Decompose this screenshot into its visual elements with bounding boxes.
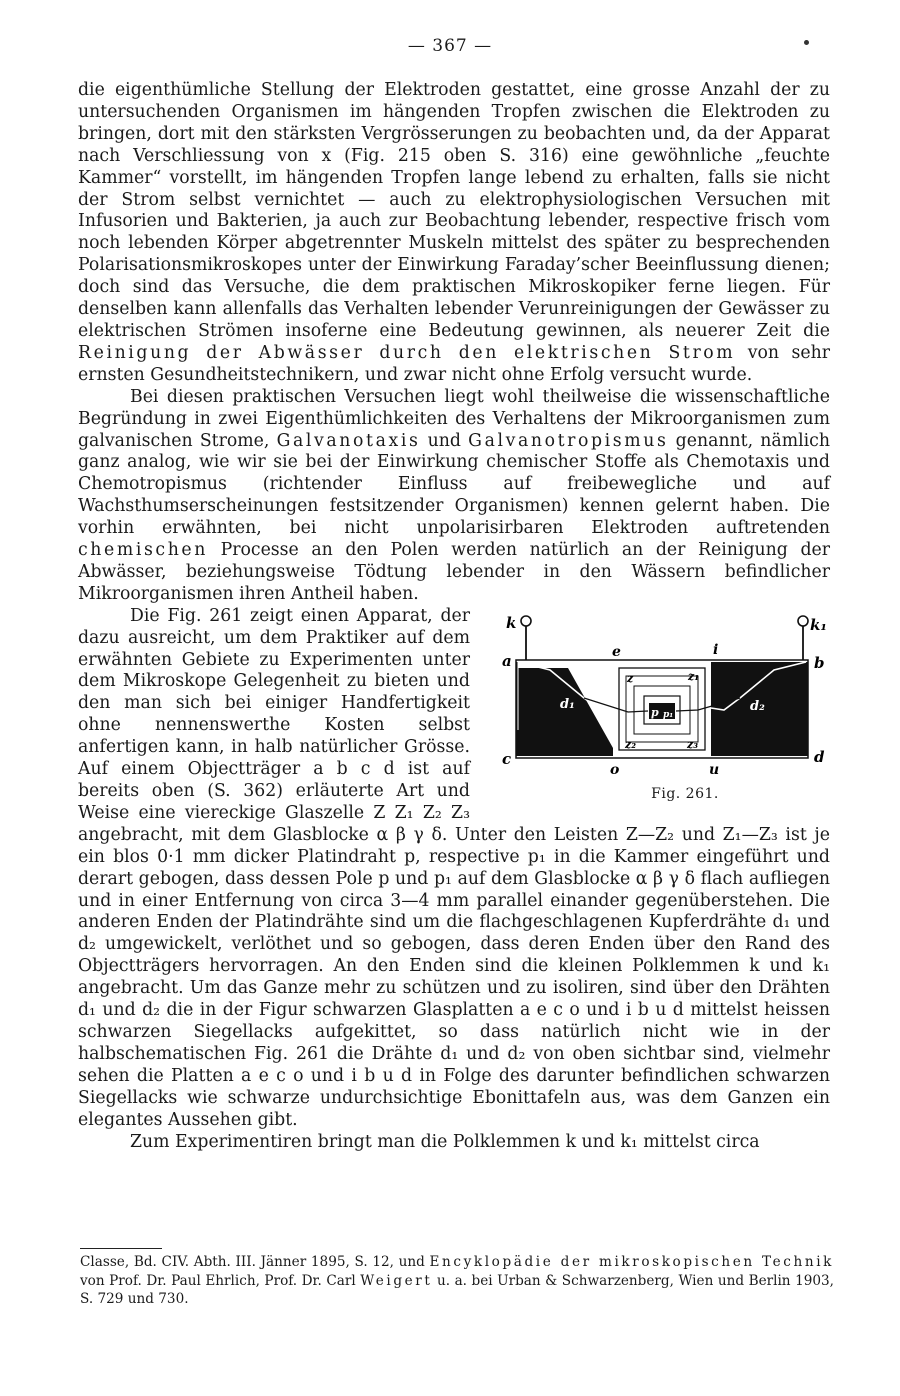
- paragraph-3: [78, 606, 830, 1132]
- paragraph-1-end: von sehr ernsten Gesundheitstechnikern, und zwar nicht ohne Erfolg versucht wurde.: [78, 342, 831, 385]
- figure-261: [488, 612, 830, 812]
- label-p: p: [651, 705, 659, 719]
- footnote-text-a: Classe, Bd. CIV. Abth. III. Jänner 1895, S. 12, und: [80, 1254, 425, 1270]
- paragraph-4-text: Zum Experimentiren bringt man die Polklemmen k und k₁ mittelst circa: [130, 1131, 760, 1152]
- paragraph-1: [78, 80, 830, 387]
- label-z: z: [627, 671, 634, 685]
- paragraph-2: [78, 387, 830, 606]
- label-z2: z₂: [625, 737, 637, 751]
- spaced-emphasis: Reinigung der Abwässer durch den elektrischen Strom: [78, 342, 736, 363]
- label-c: c: [502, 749, 512, 768]
- footnote-spaced-a: Encyklopädie der mikroskopischen Technik: [429, 1254, 834, 1270]
- page-number: — 367 —: [407, 36, 493, 56]
- apparatus-diagram: [488, 612, 830, 782]
- paragraph-3-text: Die Fig. 261 zeigt einen Apparat, der dazu ausreicht, um dem Praktiker auf dem erwähnten Gebiete zu Experimenten unter dem Mikroskope Gelegenheit zu bieten und den man sich bei einiger Handfertigkeit ohne nennenswerthe Kosten selbst anfertigen kann, in halb natürlicher Grösse. Auf einem Objectträger a b c d ist auf bereits oben (S. 362) erläuterte Art und Weise eine viereckige Glaszelle Z Z₁ Z₂ Z₃ angebracht, mit dem Glasblocke α β γ δ. Unter den Leisten Z—Z₂ und Z₁—Z₃ ist je ein blos 0·1 mm dicker Platindraht p, respective p₁ in die Kammer eingeführt und derart gebogen, dass dessen Pole p und p₁ auf dem Glasblocke α β γ δ flach aufliegen und in einer Entfernung von circa 3—4 mm parallel einander gegenüberstehen. Die anderen Enden der Platindrähte sind um die flachgeschlagenen Kupferdrähte d₁ und d₂ umgewickelt, verlöthet und so gebogen, dass deren Enden über den Rand des Objectträgers hervorragen. An den Enden sind die kleinen Polklemmen k und k₁ angebracht. Um das Ganze mehr zu schützen und zu isoliren, sind über den Drähten d₁ und d₂ die in der Figur schwarzen Glasplatten a e c o und i b u d mittelst heissen schwarzen Siegellacks aufgekittet, so dass natürlich nicht wie in der halbschematischen Fig. 261 die Drähte d₁ und d₂ von oben sichtbar sind, vielmehr sehen die Platten a e c o und i b u d in Folge des darunter befindlichen schwarzen Siegellacks wie schwarze undurchsichtige Ebonittafeln aus, was dem Ganzen ein elegantes Aussehen gibt.: [78, 605, 830, 1130]
- label-o: o: [610, 761, 620, 778]
- paragraph-1-text: die eigenthümliche Stellung der Elektroden gestattet, eine grosse Anzahl der zu untersuchenden Organismen im hängenden Tropfen zwischen die Elektroden zu bringen, dort mit den stärksten Vergrösserungen zu beobachten und, da der Apparat nach Verschliessung von x (Fig. 215 oben S. 316) eine gewöhnliche „feuchte Kammer“ vorstellt, im hängenden Tropfen lange lebend zu erhalten, falls sie nicht der Strom selbst vernichtet — auch zu elektrophysiologischen Versuchen mit Infusorien und Bakterien, ja auch zur Beobachtung lebender, respective frisch vom noch lebenden Körper abgetrennter Muskeln mittelst des später zu besprechenden Polarisationsmikroskopes unter der Einwirkung Faraday’scher Beeinflussung dienen; doch sind das Versuche, die dem praktischen Mikroskopiker ferne liegen. Für denselben kann allenfalls das Verhalten lebender Verunreinigungen der Gewässer zu elektrischen Strömen insoferne eine Bedeutung gewinnen, als neuerer Zeit die: [78, 80, 830, 341]
- body-text: [78, 80, 830, 1153]
- corner-mark: [804, 40, 809, 45]
- label-a: a: [502, 651, 512, 670]
- term-galvanotaxis: Galvanotaxis: [276, 430, 421, 451]
- label-p1: p₁: [663, 709, 674, 720]
- label-d: d: [814, 747, 825, 766]
- footnote-text-b: von Prof. Dr. Paul Ehrlich, Prof. Dr. Carl: [80, 1272, 356, 1289]
- label-z1: z₁: [688, 669, 700, 683]
- footnote-text-c: u. a. bei Urban & Schwarzenberg, Wien und Berlin 1903, S. 729 und 730.: [80, 1272, 834, 1307]
- paragraph-2-text-b: genannt, nämlich ganz analog, wie wir sie bei der Einwirkung chemischer Stoffe als Chemotaxis und Chemotropismus (richtender Einfluss auf freibewegliche und auf Wachsthumserscheinungen festsitzender Organismen) kennen gelernt haben. Die vorhin erwähnten, bei nicht unpolarisirbaren Elektroden auftretenden: [78, 430, 830, 539]
- term-chemischen: chemischen: [78, 540, 208, 561]
- label-b: b: [814, 653, 825, 672]
- paragraph-2-text-c: Processe an den Polen werden natürlich an der Reinigung der Abwässer, beziehungsweise Tödtung lebender in den Wässern befindlicher Mikroorganismen ihren Antheil haben.: [78, 540, 831, 604]
- label-u: u: [709, 761, 720, 778]
- label-k: k: [506, 613, 517, 632]
- footnote: [80, 1253, 834, 1309]
- term-galvanotropismus: Galvanotropismus: [468, 430, 669, 451]
- label-d2: d₂: [750, 698, 765, 714]
- label-i: i: [713, 641, 719, 658]
- label-z3: z₃: [687, 737, 699, 751]
- figure-caption: Fig. 261.: [651, 785, 719, 802]
- label-e: e: [612, 643, 621, 660]
- label-k1: k₁: [810, 615, 827, 634]
- paragraph-2-text-a: Bei diesen praktischen Versuchen liegt wohl theilweise die wissenschaftliche Begründung in zwei Eigenthümlichkeiten des Verhaltens der Mikroorganismen zum galvanischen Strome,: [78, 386, 830, 451]
- footnote-rule: [80, 1248, 162, 1249]
- footnote-spaced-b: Weigert: [360, 1272, 433, 1289]
- conjunction: und: [427, 430, 461, 451]
- paragraph-4: [78, 1132, 830, 1154]
- label-d1: d₁: [560, 696, 575, 712]
